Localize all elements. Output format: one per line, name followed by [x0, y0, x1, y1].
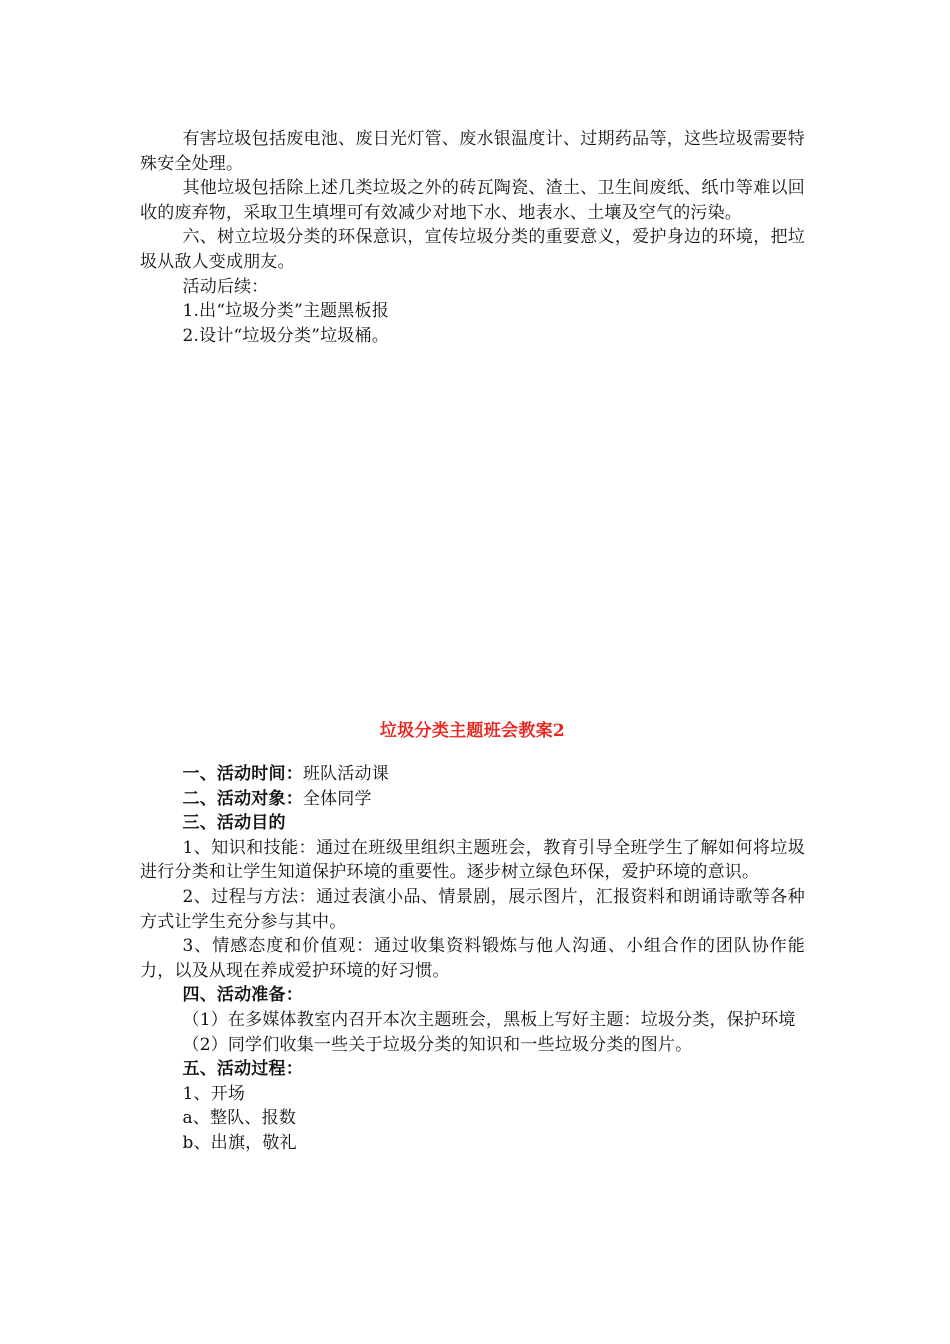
lesson-plan-title: 垃圾分类主题班会教案2 — [379, 721, 566, 741]
activity-target-value: 全体同学 — [302, 788, 372, 809]
activity-goal-heading: 三、活动目的 — [182, 813, 286, 834]
activity-process-heading: 五、活动过程： — [182, 1059, 303, 1080]
goal-emotion-values: 3、情感态度和价值观：通过收集资料锻炼与他人沟通、小组合作的团队协作能力，以及从现在养成爱护环境的好习惯。 — [140, 936, 805, 981]
goal-process-methods: 2、过程与方法：通过表演小品、情景剧，展示图片，汇报资料和朗诵诗歌等各种方式让学生充分参与其中。 — [140, 886, 805, 932]
prep-item: （2）同学们收集一些关于垃圾分类的知识和一些垃圾分类的图片。 — [182, 1034, 693, 1055]
section-garbage-types-continued — [140, 127, 805, 348]
prep-item: （1）在多媒体教室内召开本次主题班会，黑板上写好主题：垃圾分类，保护环境 — [182, 1009, 796, 1030]
paragraph-follow-up-heading: 活动后续： — [182, 276, 269, 297]
paragraph-hazardous-waste: 有害垃圾包括废电池、废日光灯管、废水银温度计、过期药品等，这些垃圾需要特殊安全处理。 — [140, 129, 805, 174]
activity-time-line — [140, 762, 805, 787]
activity-prep-heading: 四、活动准备： — [182, 985, 303, 1006]
activity-target-line — [140, 787, 805, 812]
paragraph-other-waste: 其他垃圾包括除上述几类垃圾之外的砖瓦陶瓷、渣土、卫生间废纸、纸巾等难以回收的废弃物，采取卫生填埋可有效减少对地下水、地表水、土壤及空气的污染。 — [140, 178, 805, 223]
follow-up-item: 2.设计“垃圾分类”垃圾桶。 — [182, 325, 389, 346]
activity-time-label: 一、活动时间： — [182, 764, 303, 784]
section-lesson-plan-2 — [140, 762, 805, 1156]
goal-knowledge-skills: 1、知识和技能：通过在班级里组织主题班会，教育引导全班学生了解如何将垃圾进行分类和让学生知道保护环境的重要性。逐步树立绿色环保，爱护环境的意识。 — [140, 837, 805, 883]
activity-target-label: 二、活动对象： — [182, 788, 303, 809]
process-item: a、整队、报数 — [182, 1108, 297, 1129]
paragraph-awareness: 六、树立垃圾分类的环保意识，宣传垃圾分类的重要意义，爱护身边的环境，把垃圾从敌人变成朋友。 — [140, 227, 805, 272]
process-item: 1、开场 — [182, 1083, 246, 1104]
follow-up-item: 1.出“垃圾分类”主题黑板报 — [182, 301, 389, 322]
process-item: b、出旗，敬礼 — [182, 1132, 297, 1153]
activity-time-value: 班队活动课 — [302, 764, 389, 784]
